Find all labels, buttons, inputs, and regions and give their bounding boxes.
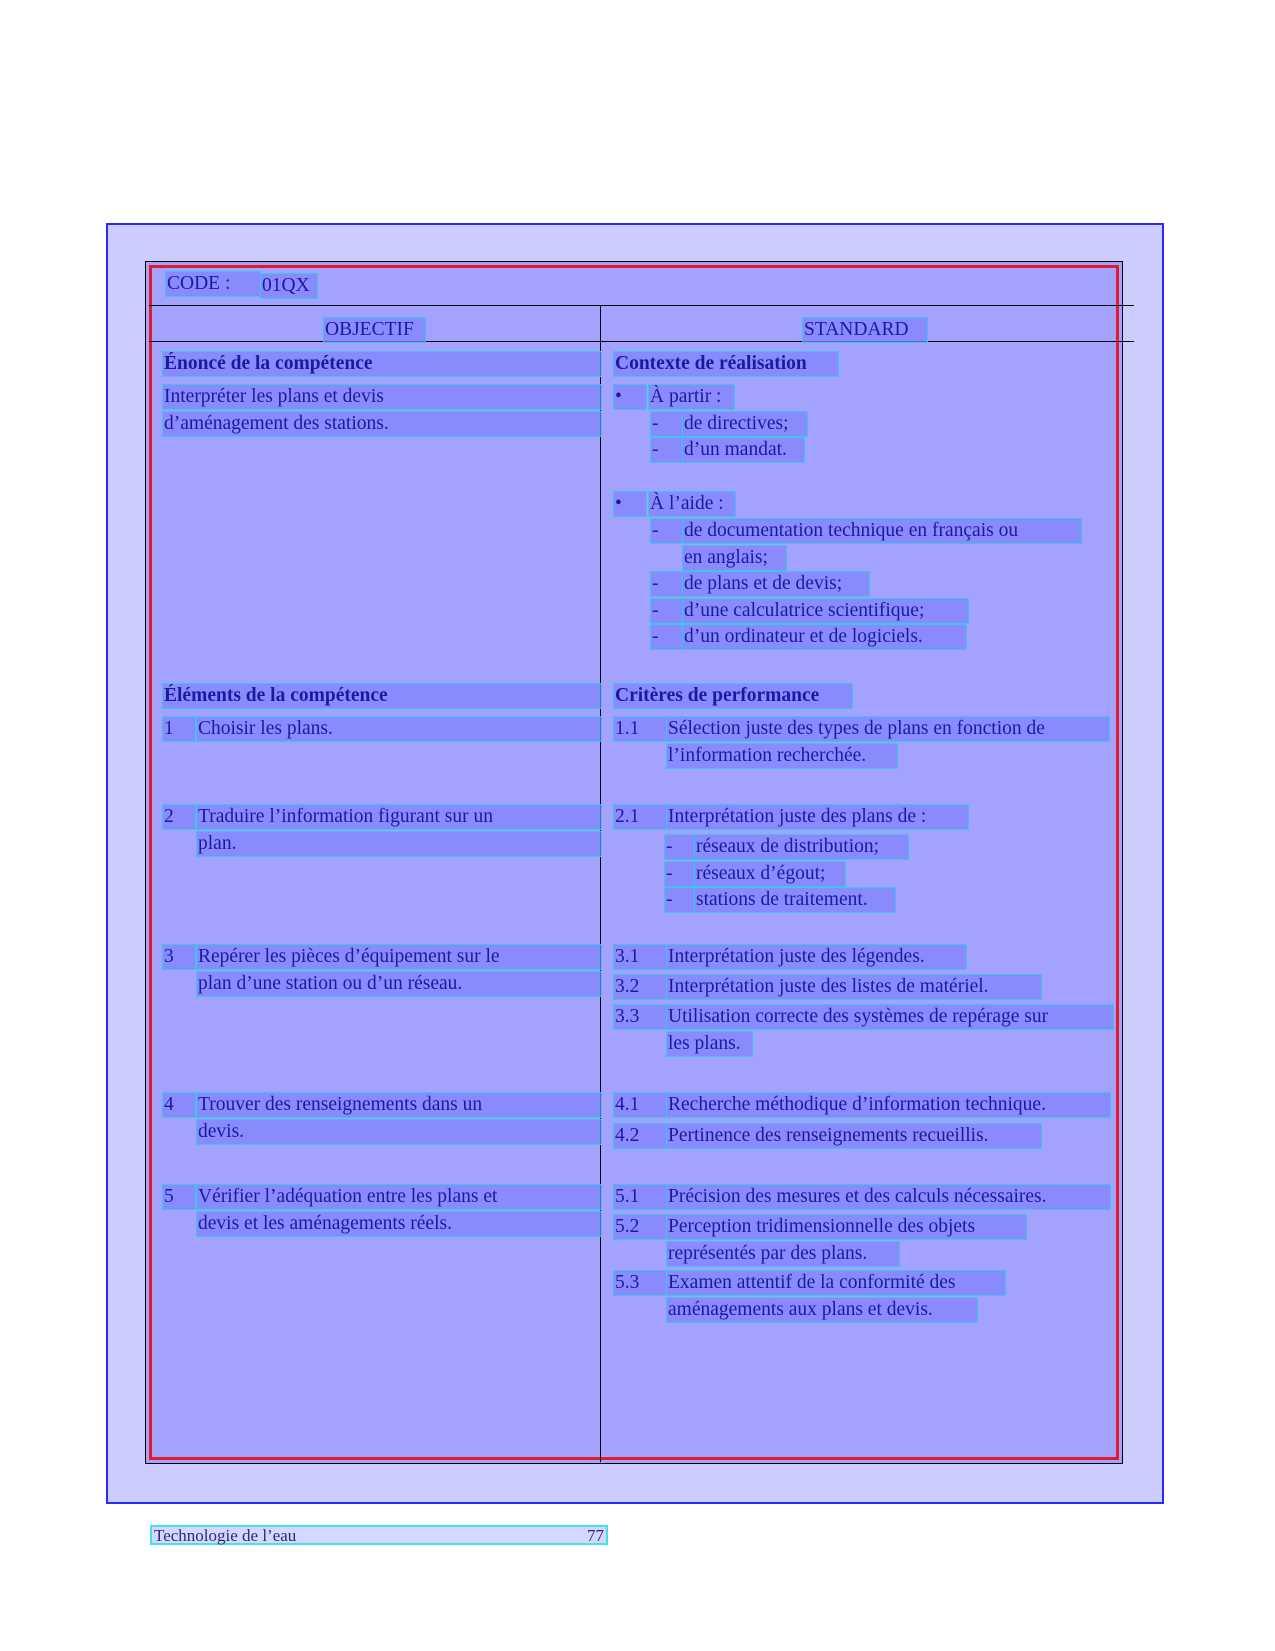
critere-text: Utilisation correcte des systèmes de repérage sur xyxy=(667,1005,1113,1029)
critere-number: 5.3 xyxy=(614,1271,666,1295)
contexte-item: À partir : xyxy=(649,385,734,409)
dash-icon: - xyxy=(651,625,683,649)
code-label: CODE : xyxy=(166,272,260,296)
critere-text: représentés par des plans. xyxy=(667,1242,899,1266)
element-text: Repérer les pièces d’équipement sur le xyxy=(197,945,601,969)
critere-text: les plans. xyxy=(667,1032,752,1056)
critere-number: 1.1 xyxy=(614,717,666,741)
critere-subitem: stations de traitement. xyxy=(695,888,895,912)
page-number: 77 xyxy=(587,1526,604,1545)
dash-icon: - xyxy=(665,862,695,886)
enonce-text: d’aménagement des stations. xyxy=(163,412,601,436)
contexte-item: de directives; xyxy=(683,412,807,436)
contexte-item: en anglais; xyxy=(683,546,786,570)
element-number: 4 xyxy=(163,1093,195,1117)
contexte-item: de documentation technique en français ou xyxy=(683,519,1081,543)
element-number: 2 xyxy=(163,805,195,829)
critere-text: Précision des mesures et des calculs nécessaires. xyxy=(667,1185,1110,1209)
contexte-heading: Contexte de réalisation xyxy=(614,352,838,376)
bullet-icon: • xyxy=(614,492,646,516)
critere-number: 3.1 xyxy=(614,945,666,969)
element-text: Choisir les plans. xyxy=(197,717,601,741)
element-number: 3 xyxy=(163,945,195,969)
footer-title: Technologie de l’eau xyxy=(154,1526,297,1545)
critere-number: 4.2 xyxy=(614,1124,666,1148)
element-text: devis. xyxy=(197,1120,601,1144)
column-header-standard: STANDARD xyxy=(803,318,927,342)
enonce-text: Interpréter les plans et devis xyxy=(163,385,601,409)
contexte-item: À l’aide : xyxy=(649,492,735,516)
dash-icon: - xyxy=(651,412,683,436)
critere-text: Examen attentif de la conformité des xyxy=(667,1271,1005,1295)
header-row-divider xyxy=(149,341,1134,342)
dash-icon: - xyxy=(651,519,683,543)
dash-icon: - xyxy=(651,599,683,623)
column-header-objectif: OBJECTIF xyxy=(324,318,425,342)
element-number: 1 xyxy=(163,717,195,741)
critere-number: 3.3 xyxy=(614,1005,666,1029)
critere-number: 4.1 xyxy=(614,1093,666,1117)
critere-number: 5.2 xyxy=(614,1215,666,1239)
critere-text: Interprétation juste des légendes. xyxy=(667,945,966,969)
critere-number: 5.1 xyxy=(614,1185,666,1209)
element-text: Traduire l’information figurant sur un xyxy=(197,805,601,829)
critere-number: 3.2 xyxy=(614,975,666,999)
critere-text: l’information recherchée. xyxy=(667,744,897,768)
dash-icon: - xyxy=(665,888,695,912)
contexte-item: d’une calculatrice scientifique; xyxy=(683,599,968,623)
element-text: Vérifier l’adéquation entre les plans et xyxy=(197,1185,601,1209)
critere-number: 2.1 xyxy=(614,805,666,829)
dash-icon: - xyxy=(665,835,695,859)
critere-text: aménagements aux plans et devis. xyxy=(667,1298,977,1322)
enonce-heading: Énoncé de la compétence xyxy=(163,352,601,376)
element-text: devis et les aménagements réels. xyxy=(197,1212,601,1236)
critere-text: Recherche méthodique d’information technique. xyxy=(667,1093,1110,1117)
column-divider xyxy=(600,305,601,1462)
element-text: plan d’une station ou d’un réseau. xyxy=(197,972,601,996)
bullet-icon: • xyxy=(614,385,646,409)
critere-text: Perception tridimensionnelle des objets xyxy=(667,1215,1026,1239)
elements-heading: Éléments de la compétence xyxy=(163,684,601,708)
dash-icon: - xyxy=(651,438,683,462)
contexte-item: d’un ordinateur et de logiciels. xyxy=(683,625,966,649)
critere-text: Interprétation juste des listes de matériel. xyxy=(667,975,1041,999)
critere-text: Sélection juste des types de plans en fonction de xyxy=(667,717,1109,741)
critere-subitem: réseaux d’égout; xyxy=(695,862,845,886)
code-value: 01QX xyxy=(261,274,317,298)
page-footer xyxy=(150,1525,608,1545)
critere-text: Pertinence des renseignements recueillis. xyxy=(667,1124,1041,1148)
contexte-item: d’un mandat. xyxy=(683,438,804,462)
critere-text: Interprétation juste des plans de : xyxy=(667,805,968,829)
element-text: Trouver des renseignements dans un xyxy=(197,1093,601,1117)
code-row-divider xyxy=(149,305,1134,306)
element-text: plan. xyxy=(197,832,601,856)
dash-icon: - xyxy=(651,572,683,596)
element-number: 5 xyxy=(163,1185,195,1209)
contexte-item: de plans et de devis; xyxy=(683,572,869,596)
criteres-heading: Critères de performance xyxy=(614,684,852,708)
critere-subitem: réseaux de distribution; xyxy=(695,835,908,859)
